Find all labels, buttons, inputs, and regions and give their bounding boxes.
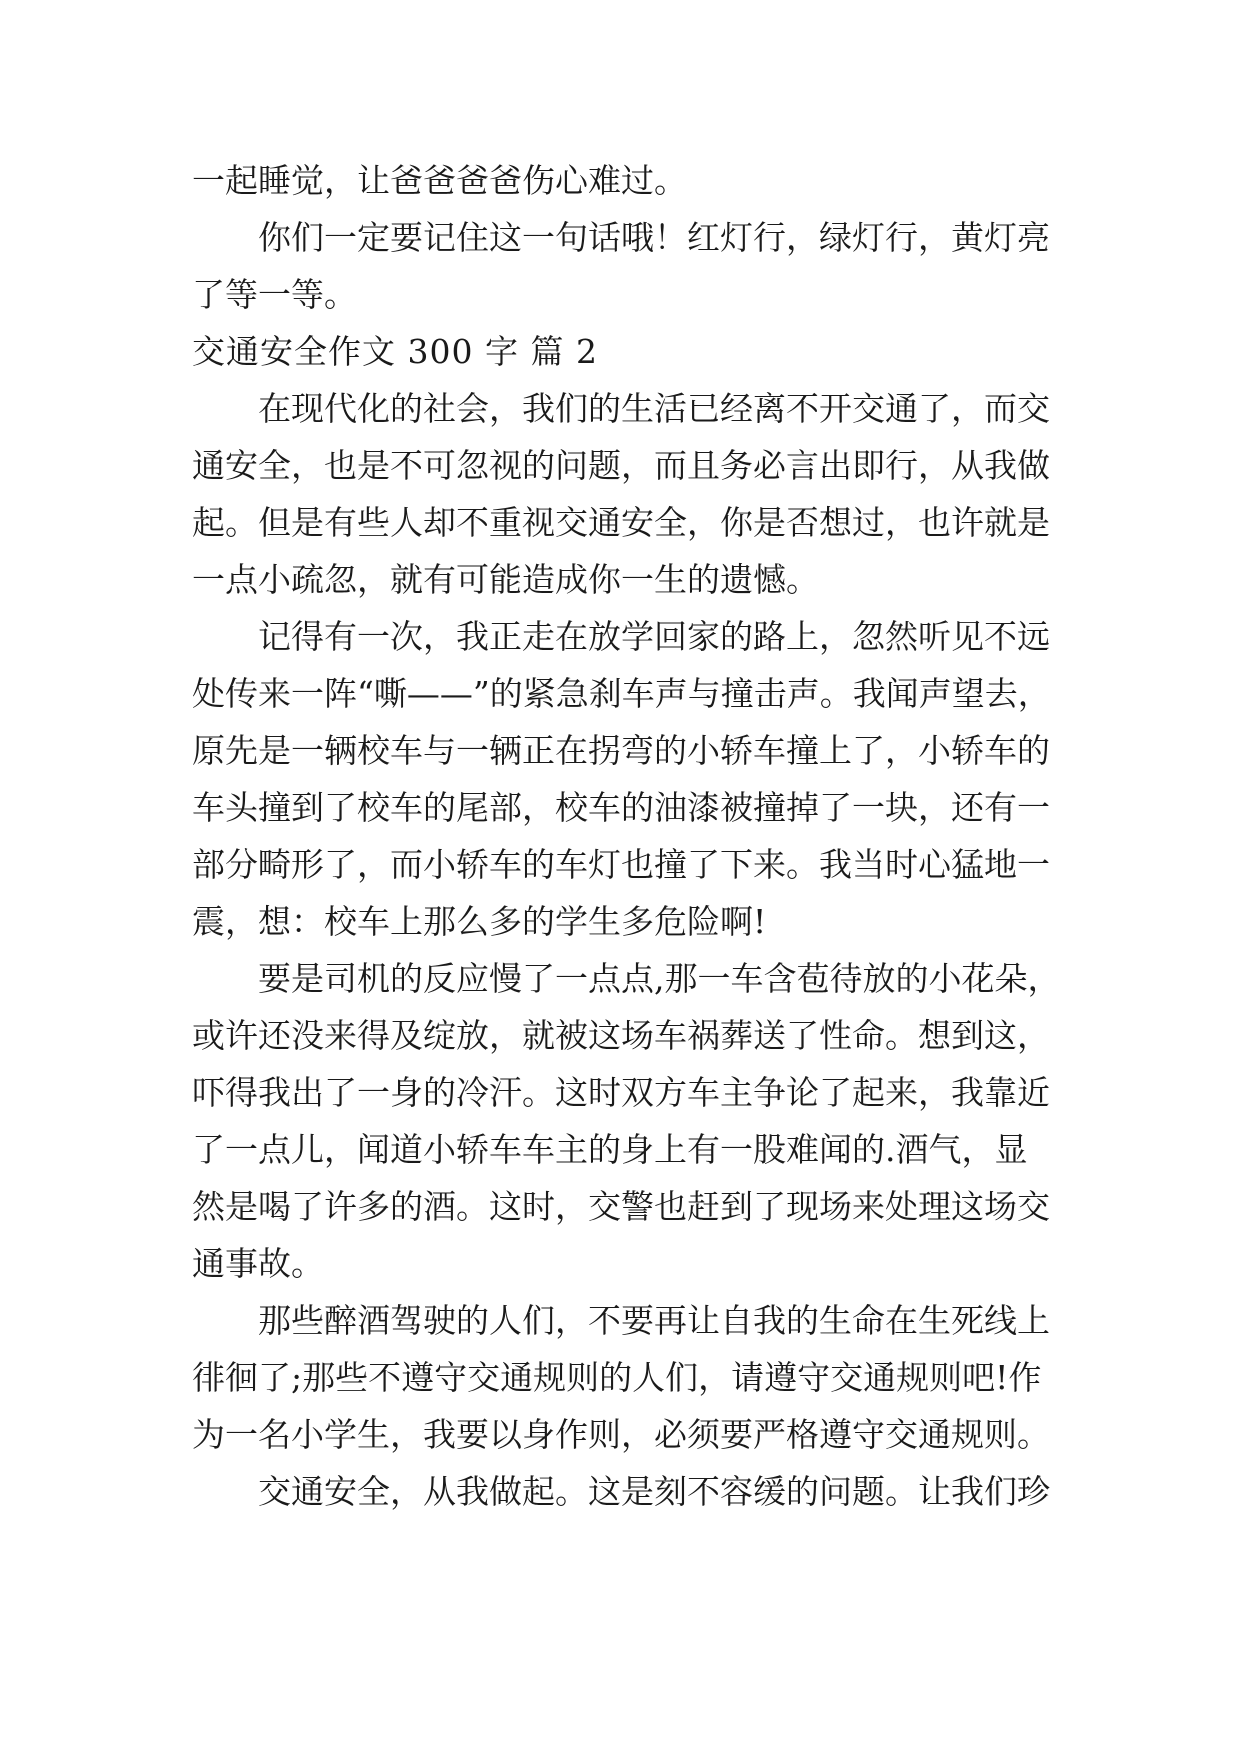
section-heading: 交通安全作文 300 字 篇 2: [192, 332, 598, 371]
text-line: 徘徊了;那些不遵守交通规则的人们，请遵守交通规则吧!作: [192, 1358, 1042, 1397]
paragraph-start-line: 记得有一次，我正走在放学回家的路上，忽然听见不远: [258, 617, 1050, 656]
text-line: 通安全，也是不可忽视的问题，而且务必言出即行，从我做: [192, 446, 1050, 485]
text-line: 然是喝了许多的酒。这时，交警也赶到了现场来处理这场交: [192, 1187, 1050, 1226]
text-line: 震，想：校车上那么多的学生多危险啊!: [192, 902, 767, 941]
text-line: 车头撞到了校车的尾部，校车的油漆被撞掉了一块，还有一: [192, 788, 1050, 827]
text-line: 起。但是有些人却不重视交通安全，你是否想过，也许就是: [192, 503, 1050, 542]
text-line: 原先是一辆校车与一辆正在拐弯的小轿车撞上了，小轿车的: [192, 731, 1050, 770]
text-line: 或许还没来得及绽放，就被这场车祸葬送了性命。想到这，: [192, 1016, 1050, 1055]
document-page: [192, 152, 1092, 1520]
text-line: 吓得我出了一身的冷汗。这时双方车主争论了起来，我靠近: [192, 1073, 1050, 1112]
text-line: 处传来一阵“嘶——”的紧急刹车声与撞击声。我闻声望去，: [192, 674, 1051, 713]
text-line: 一起睡觉，让爸爸爸爸伤心难过。: [192, 161, 687, 200]
paragraph-start-line: 在现代化的社会，我们的生活已经离不开交通了，而交: [258, 389, 1050, 428]
text-line: 部分畸形了，而小轿车的车灯也撞了下来。我当时心猛地一: [192, 845, 1050, 884]
paragraph-start-line: 要是司机的反应慢了一点点,那一车含苞待放的小花朵，: [258, 959, 1061, 998]
text-line: 一点小疏忽，就有可能造成你一生的遗憾。: [192, 560, 819, 599]
paragraph-start-line: 交通安全，从我做起。这是刻不容缓的问题。让我们珍: [258, 1472, 1050, 1511]
text-line: 了一点儿，闻道小轿车车主的身上有一股难闻的.酒气，显: [192, 1130, 1028, 1169]
paragraph-start-line: 你们一定要记住这一句话哦！红灯行，绿灯行，黄灯亮: [258, 218, 1050, 257]
text-line: 了等一等。: [192, 275, 357, 314]
text-line: 通事故。: [192, 1244, 324, 1283]
paragraph-start-line: 那些醉酒驾驶的人们，不要再让自我的生命在生死线上: [258, 1301, 1050, 1340]
text-line: 为一名小学生，我要以身作则，必须要严格遵守交通规则。: [192, 1415, 1050, 1454]
